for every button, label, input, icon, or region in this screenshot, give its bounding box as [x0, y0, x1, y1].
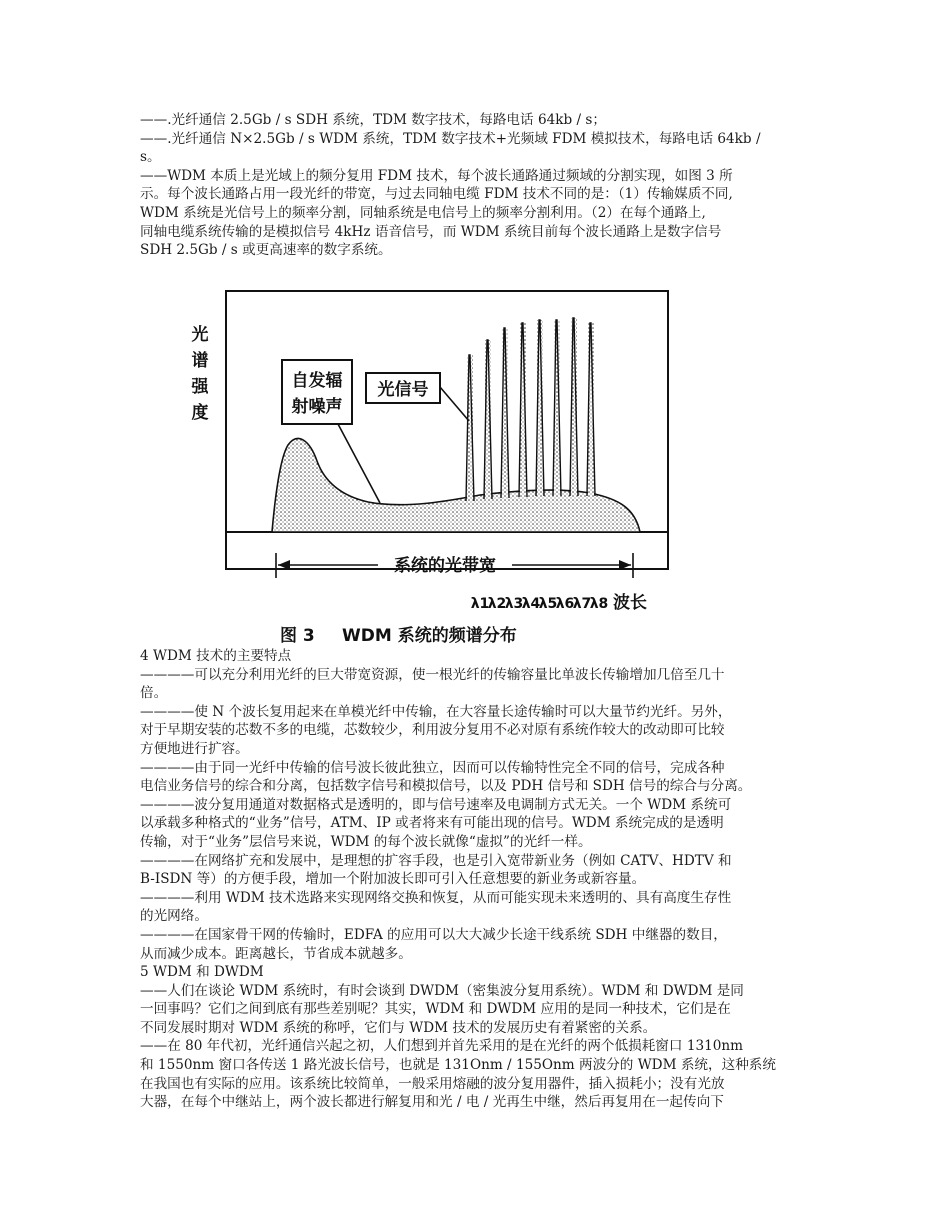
text-line: ————利用 WDM 技术选路来实现网络交换和恢复，从而可能实现未来透明的、具有高度生存性 [140, 889, 732, 906]
y-axis-label-char: 强 [191, 377, 209, 397]
wavelength-label: λ5 [538, 596, 558, 612]
text-line: 大器，在每个中继站上，两个波长都进行解复用和光 / 电 / 光再生中继，然后再复用在一起传向下 [140, 1094, 724, 1111]
text-line: ——人们在谈论 WDM 系统时，有时会谈到 DWDM（密集波分复用系统）。WDM 和 DWDM 是同 [140, 982, 744, 999]
text-line: ————可以充分利用光纤的巨大带宽资源，使一根光纤的传输容量比单波长传输增加几倍至几十 [140, 666, 725, 683]
signal-label-text: 光信号 [377, 380, 429, 400]
text-line: 以承载多种格式的“业务”信号，ATM、IP 或者将来有可能出现的信号。WDM 系统完成的是透明 [140, 815, 724, 832]
y-axis-label-char: 谱 [191, 351, 209, 371]
wavelength-label: λ6 [555, 596, 575, 612]
text-line: ————在网络扩充和发展中，是理想的扩容手段，也是引入宽带新业务（例如 CATV、HDTV 和 [140, 852, 732, 869]
wavelength-label: λ4 [521, 596, 541, 612]
text-line: 电信业务信号的综合和分离，包括数字信号和模拟信号，以及 PDH 信号和 SDH 信号的综合与分离。 [140, 778, 752, 795]
text-line: ——WDM 本质上是光域上的频分复用 FDM 技术，每个波长通路通过频域的分割实现，如图 3 所 [140, 167, 733, 184]
y-axis-label-char: 度 [191, 403, 209, 423]
text-line: 对于早期安装的芯数不多的电缆，芯数较少，利用波分复用不必对原有系统作较大的改动即可比较 [140, 722, 725, 739]
wavelength-label: λ1 [470, 596, 490, 612]
signal-leader-line [440, 387, 469, 421]
signal-channel [536, 320, 544, 496]
text-line: 同轴电缆系统传输的是模拟信号 4kHz 语音信号，而 WDM 系统目前每个波长通路上是数字信号 [140, 223, 722, 240]
figure-caption-text: WDM 系统的频谱分布 [342, 626, 517, 646]
signal-channel [519, 323, 527, 497]
wavelength-label: λ3 [504, 596, 524, 612]
body-text [140, 647, 830, 1112]
signal-channels [466, 318, 595, 501]
wdm-spectrum-figure [180, 283, 690, 648]
signal-channel [484, 340, 492, 499]
text-line: 从而减少成本。距离越长，节省成本就越多。 [140, 945, 412, 962]
intro-paragraph [140, 111, 830, 260]
text-line: ————使 N 个波长复用起来在单模光纤中传输，在大容量长途传输时可以大量节约光纤。另外， [140, 703, 732, 720]
wavelength-label: λ8 [589, 596, 609, 612]
bandwidth-label: 系统的光带宽 [394, 556, 496, 576]
wavelength-label: λ2 [487, 596, 507, 612]
text-line: ————在国家骨干网的传输时，EDFA 的应用可以大大减少长途干线系统 SDH 中继器的数目， [140, 926, 727, 943]
text-line: B-ISDN 等）的方便手段，增加一个附加波长即可引入任意想要的新业务或新容量。 [140, 871, 646, 888]
text-line: ——.光纤通信 2.5Gb / s SDH 系统，TDM 数字技术，每路电话 64kb / s； [140, 112, 606, 128]
text-line: ——在 80 年代初，光纤通信兴起之初，人们想到并首先采用的是在光纤的两个低损耗窗口 1310nm [140, 1038, 744, 1055]
signal-channel [570, 318, 578, 496]
text-line: 和 1550nm 窗口各传送 1 路光波长信号，也就是 131Onm / 155Onm 两波分的 WDM 系统，这种系统 [140, 1057, 776, 1074]
noise-label-text: 射噪声 [291, 397, 343, 417]
text-line: 倍。 [140, 685, 168, 702]
wavelength-axis-label: 波长 [613, 593, 647, 613]
text-line: ————由于同一光纤中传输的信号波长彼此独立，因而可以传输特性完全不同的信号，完成各种 [140, 759, 725, 776]
text-line: 在我国也有实际的应用。该系统比较简单，一般采用熔融的波分复用器件，插入损耗小；没有光放 [140, 1075, 725, 1092]
noise-label-text: 自发辐 [291, 371, 343, 391]
text-line: s。 [140, 149, 161, 166]
text-line: 示。每个波长通路占用一段光纤的带宽，与过去同轴电缆 FDM 技术不同的是：（1）传输媒质不同, [140, 186, 733, 203]
signal-channel [587, 323, 595, 496]
text-line: 方便地进行扩容。 [140, 740, 249, 757]
section-heading: 4 WDM 技术的主要特点 [140, 648, 292, 664]
text-line: 的光网络。 [140, 908, 208, 925]
ase-noise-spectrum [272, 438, 640, 532]
text-line: ——.光纤通信 N×2.5Gb / s WDM 系统，TDM 数字技术+光频域 FDM 模拟技术，每路电话 64kb / [140, 130, 761, 147]
signal-channel [466, 355, 474, 501]
text-line: WDM 系统是光信号上的频率分割，同轴系统是电信号上的频率分割利用。（2）在每个通路上, [140, 204, 706, 221]
signal-channel [501, 328, 509, 498]
y-axis-label-char: 光 [191, 325, 209, 345]
text-line: SDH 2.5Gb / s 或更高速率的数字系统。 [140, 242, 392, 259]
section-heading: 5 WDM 和 DWDM [140, 964, 264, 981]
signal-channel [553, 320, 561, 496]
noise-leader-line [338, 424, 380, 503]
figure-caption-number: 图 3 [280, 626, 315, 646]
text-line: 不同发展时期对 WDM 系统的称呼，它们与 WDM 技术的发展历史有着紧密的关系。 [140, 1019, 657, 1036]
wavelength-label: λ7 [572, 596, 592, 612]
text-line: 传输，对于“业务”层信号来说，WDM 的每个波长就像“虚拟”的光纤一样。 [140, 833, 592, 850]
text-line: 一回事吗？它们之间到底有那些差别呢？其实，WDM 和 DWDM 应用的是同一种技术，它们是在 [140, 1001, 731, 1018]
text-line: ————波分复用通道对数据格式是透明的，即与信号速率及电调制方式无关。一个 WDM 系统可 [140, 796, 732, 813]
